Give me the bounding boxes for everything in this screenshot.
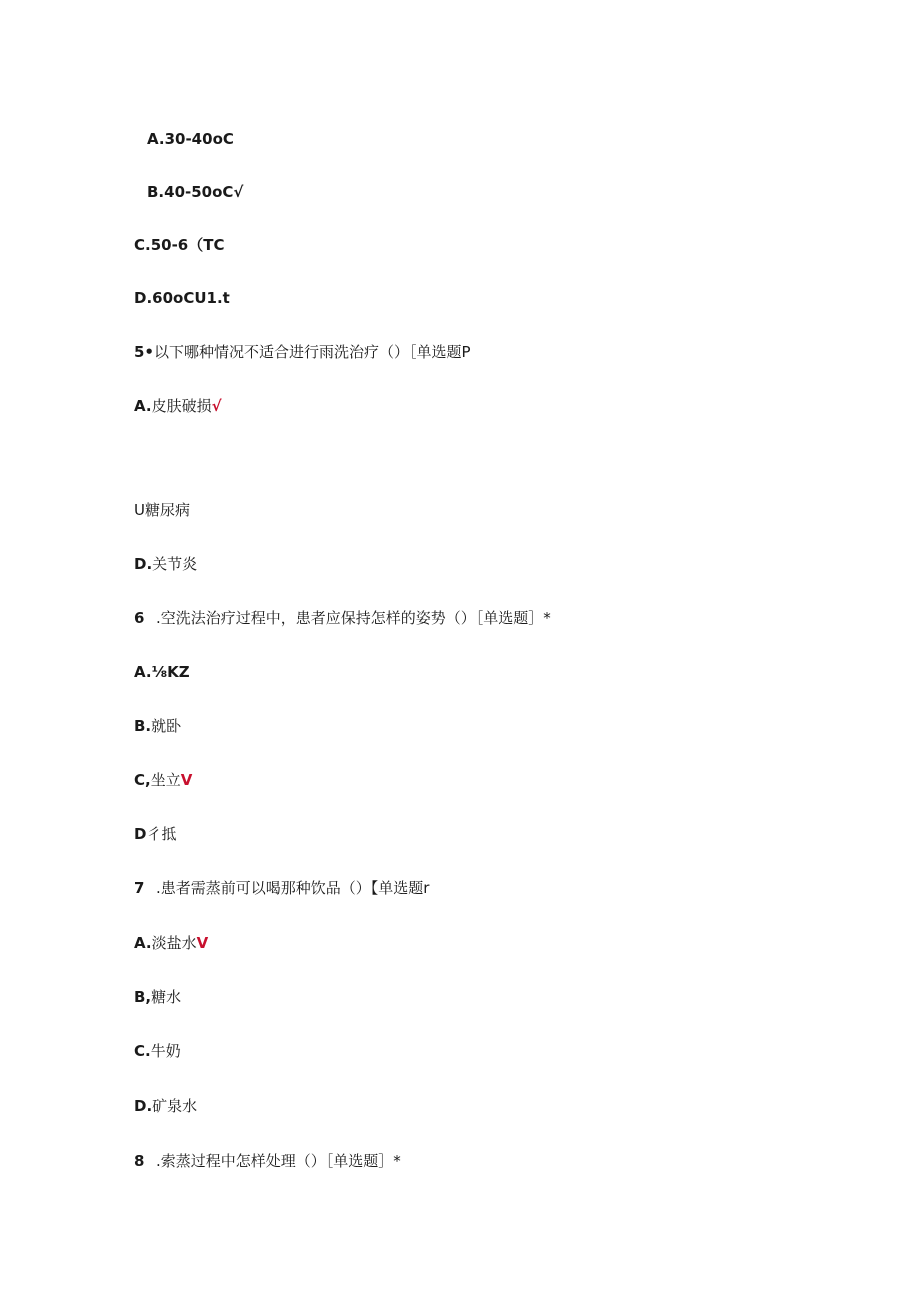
q6-option-d: D彳抵	[134, 825, 177, 843]
correct-mark: √	[211, 397, 222, 415]
option-d-temperature: D.60oCU1.t	[134, 289, 230, 307]
q7-option-c: C.牛奶	[134, 1042, 181, 1060]
q7-option-d: D.矿泉水	[134, 1097, 198, 1115]
question-text: .索蒸过程中怎样处理（）［单选题］*	[156, 1152, 401, 1170]
q7-option-a: A.淡盐水V	[134, 934, 209, 952]
question-text: .空洗法治疗过程中，患者应保持怎样的姿势（）［单选题］*	[156, 609, 551, 627]
question-text: .患者需蒸前可以喝那种饮品（）【单选题r	[156, 879, 430, 897]
question-5	[134, 342, 471, 362]
question-7	[134, 878, 429, 898]
option-b-temperature: B.40-50oC√	[147, 183, 244, 201]
correct-mark: V	[196, 934, 209, 952]
q6-option-b: B.就卧	[134, 717, 182, 735]
question-number: 6	[134, 609, 145, 627]
option-a-temperature: A.30-40oC	[147, 130, 234, 148]
question-6	[134, 608, 551, 628]
question-text: 以下哪种情况不适合进行雨洗治疗（）［单选题P	[154, 343, 471, 361]
q5-option-d: D.关节炎	[134, 555, 198, 573]
question-number: 7	[134, 879, 145, 897]
question-number: 8	[134, 1152, 145, 1170]
q6-option-a: A.⅛KZ	[134, 663, 190, 681]
question-number: 5•	[134, 343, 155, 361]
option-c-temperature: C.50-6（TC	[134, 236, 225, 254]
correct-mark: V	[180, 771, 193, 789]
question-8	[134, 1151, 401, 1171]
q6-option-c: C,坐立V	[134, 771, 193, 789]
q7-option-b: B,糖水	[134, 988, 182, 1006]
q5-option-c: U糖尿病	[134, 501, 190, 519]
q5-option-a: A.皮肤破损√	[134, 397, 222, 415]
